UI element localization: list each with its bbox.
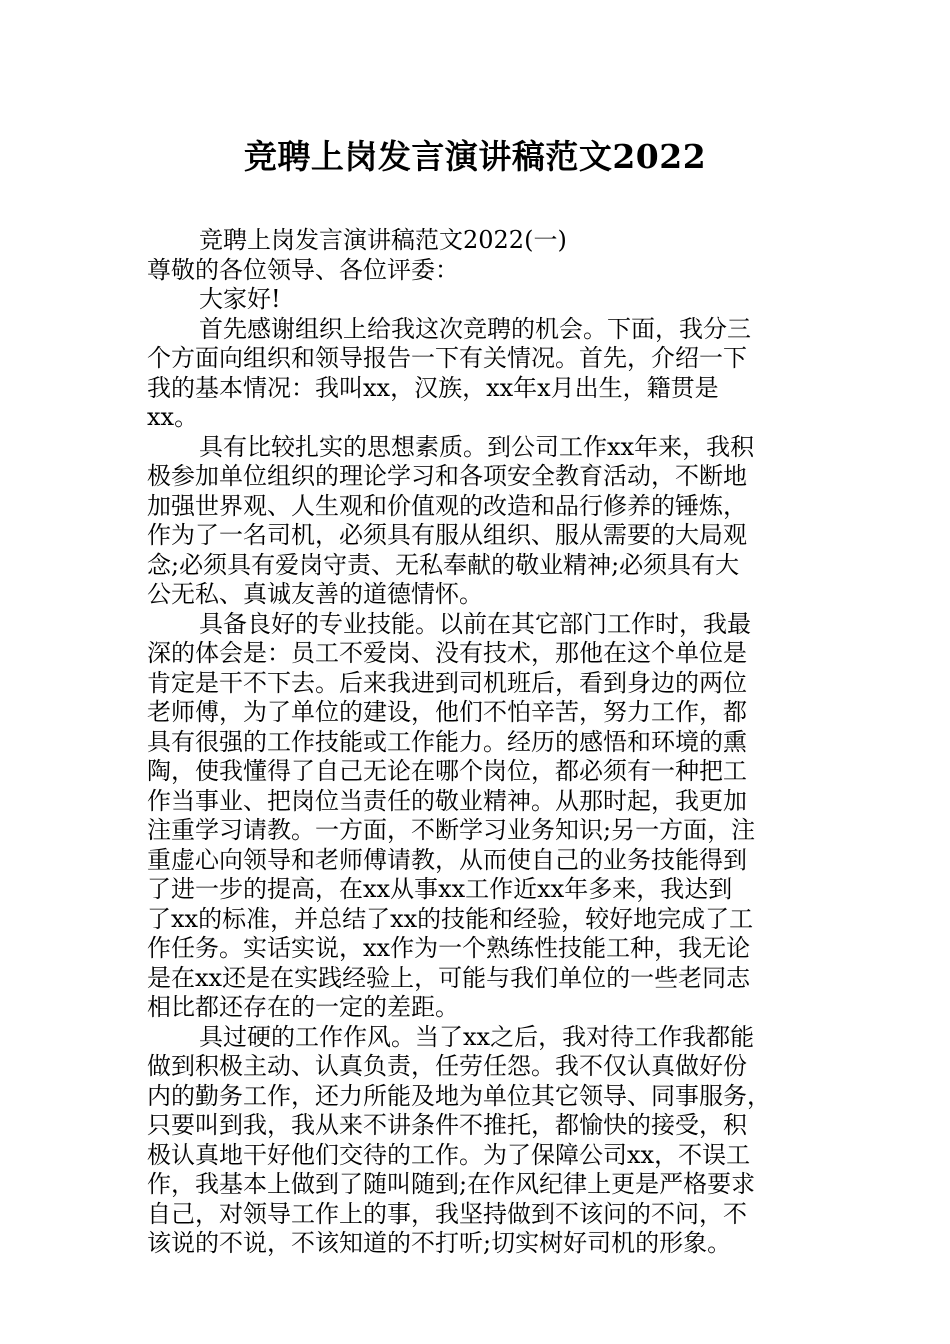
paragraph-skills — [147, 610, 803, 1023]
paragraph-line: 具备良好的专业技能。以前在其它部门工作时，我最 — [199, 609, 751, 638]
paragraph-line: 是在xx还是在实践经验上，可能与我们单位的一些老同志 — [147, 963, 751, 992]
paragraph-line: 重虚心向领导和老师傅请教，从而使自己的业务技能得到 — [147, 845, 747, 874]
paragraph-line: 个方面向组织和领导报告一下有关情况。首先，介绍一下 — [147, 344, 747, 372]
paragraph-line: 自己，对领导工作上的事，我坚持做到不该问的不问，不 — [147, 1199, 747, 1228]
paragraph-line: 念;必须具有爱岗守责、无私奉献的敬业精神;必须具有大 — [147, 550, 740, 579]
paragraph-line: 只要叫到我，我从来不讲条件不推托，都愉快的接受，积 — [147, 1111, 747, 1139]
paragraph-line: 加强世界观、人生观和价值观的改造和品行修养的锤炼， — [147, 491, 747, 520]
paragraph-line: 做到积极主动、认真负责，任劳任怨。我不仅认真做好份 — [147, 1052, 747, 1080]
paragraph-line: 作为了一名司机，必须具有服从组织、服从需要的大局观 — [147, 521, 747, 549]
paragraph-line: 具有很强的工作技能或工作能力。经历的感悟和环境的熏 — [147, 727, 747, 756]
paragraph-line: 相比都还存在的一定的差距。 — [147, 993, 459, 1021]
paragraph-line: 作当事业、把岗位当责任的敬业精神。从那时起，我更加 — [147, 786, 747, 815]
paragraph-line: 极认真地干好他们交待的工作。为了保障公司xx，不误工 — [147, 1140, 751, 1169]
paragraph-line: 肯定是干不下去。后来我进到司机班后，看到身边的两位 — [147, 668, 747, 697]
paragraph-line: 我的基本情况：我叫xx，汉族，xx年x月出生，籍贯是 — [147, 373, 719, 402]
paragraph-line: 内的勤务工作，还力所能及地为单位其它领导、同事服务， — [147, 1081, 771, 1110]
greeting: 大家好! — [199, 285, 281, 313]
paragraph-line: 了进一步的提高，在xx从事xx工作近xx年多来，我达到 — [147, 875, 733, 903]
paragraph-work-style — [147, 1023, 803, 1259]
paragraph-line: 了xx的标准，并总结了xx的技能和经验，较好地完成了工 — [147, 904, 754, 933]
paragraph-line: 具有比较扎实的思想素质。到公司工作xx年来，我积 — [199, 432, 755, 461]
paragraph-line: 老师傅，为了单位的建设，他们不怕辛苦，努力工作，都 — [147, 698, 747, 726]
salutation: 尊敬的各位领导、各位评委： — [147, 255, 459, 284]
paragraph-line: 该说的不说，不该知道的不打听;切实树好司机的形象。 — [147, 1229, 732, 1257]
paragraph-line: 具过硬的工作作风。当了xx之后，我对待工作我都能 — [199, 1022, 755, 1051]
paragraph-line: xx。 — [147, 403, 199, 431]
document-title: 竞聘上岗发言演讲稿范文2022 — [243, 137, 707, 176]
paragraph-line: 注重学习请教。一方面，不断学习业务知识;另一方面，注 — [147, 816, 756, 844]
document-subtitle: 竞聘上岗发言演讲稿范文2022(一) — [199, 226, 567, 254]
paragraph-line: 作任务。实话实说，xx作为一个熟练性技能工种，我无论 — [147, 934, 751, 962]
paragraph-line: 公无私、真诚友善的道德情怀。 — [147, 580, 483, 608]
paragraph-line: 作，我基本上做到了随叫随到;在作风纪律上更是严格要求 — [147, 1170, 756, 1198]
paragraph-line: 首先感谢组织上给我这次竞聘的机会。下面，我分三 — [199, 314, 751, 343]
paragraph-line: 极参加单位组织的理论学习和各项安全教育活动，不断地 — [147, 462, 747, 490]
paragraph-intro — [147, 315, 803, 433]
paragraph-line: 陶，使我懂得了自己无论在哪个岗位，都必须有一种把工 — [147, 757, 747, 785]
paragraph-ideology — [147, 433, 803, 610]
paragraph-line: 深的体会是：员工不爱岗、没有技术，那他在这个单位是 — [147, 639, 747, 667]
document-page — [147, 130, 803, 1259]
